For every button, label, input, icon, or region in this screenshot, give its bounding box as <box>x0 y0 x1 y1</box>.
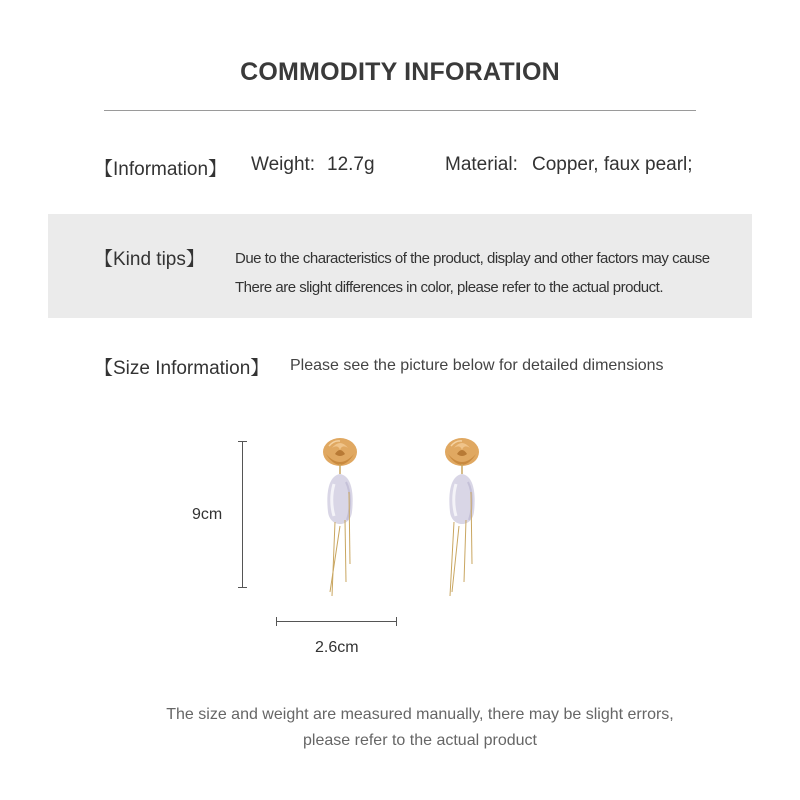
title-divider <box>104 110 696 111</box>
measurement-disclaimer <box>0 702 800 754</box>
width-dimension-cap-left <box>276 617 277 626</box>
height-dimension-label: 9cm <box>192 506 223 523</box>
material-value: Copper, faux pearl; <box>532 154 693 175</box>
weight-value: 12.7g <box>327 154 375 175</box>
width-dimension-label: 2.6cm <box>315 639 359 656</box>
disclaimer-line-1: The size and weight are measured manually, there may be slight errors, <box>166 706 674 723</box>
height-dimension-cap-top <box>238 441 247 442</box>
information-row <box>0 150 800 180</box>
kind-tips-line-2: There are slight differences in color, please refer to the actual product. <box>235 279 663 296</box>
information-label: 【Information】 <box>94 159 228 180</box>
size-information-label: 【Size Information】 <box>94 358 270 379</box>
rose-stud-icon <box>445 438 479 466</box>
width-dimension-cap-right <box>396 617 397 626</box>
width-dimension-line <box>276 621 397 622</box>
material-label: Material: <box>445 154 518 175</box>
kind-tips-label: 【Kind tips】 <box>94 249 205 270</box>
kind-tips-line-1: Due to the characteristics of the product, display and other factors may cause <box>235 250 710 267</box>
earring-left-image <box>318 432 362 600</box>
page-title: COMMODITY INFORATION <box>240 58 560 86</box>
size-information-note: Please see the picture below for detailed dimensions <box>290 357 664 374</box>
kind-tips-panel <box>48 214 752 318</box>
height-dimension-cap-bottom <box>238 587 247 588</box>
kind-tips-text <box>235 244 710 302</box>
height-dimension-line <box>242 441 243 588</box>
rose-stud-icon <box>323 438 357 466</box>
weight-label: Weight: <box>251 154 316 175</box>
disclaimer-line-2: please refer to the actual product <box>303 732 537 749</box>
earring-right-image <box>440 432 484 600</box>
